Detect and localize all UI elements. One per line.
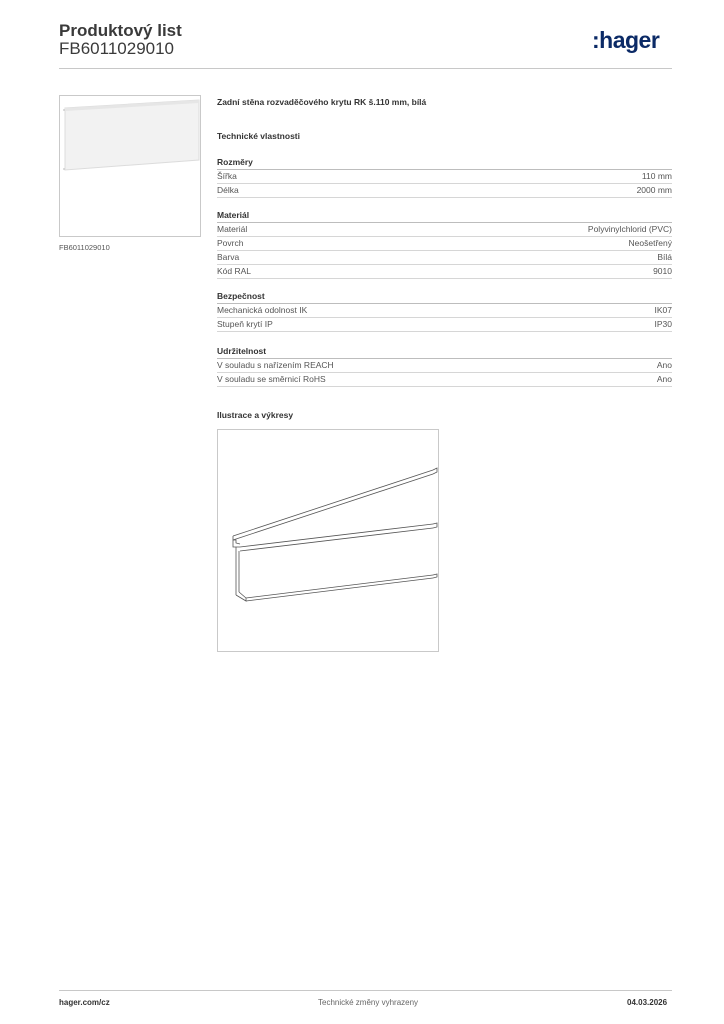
spec-label: Stupeň krytí IP	[217, 319, 273, 329]
page-title: Produktový list	[59, 21, 182, 40]
spec-label: V souladu se směrnicí RoHS	[217, 374, 326, 384]
section-title: Udržitelnost	[217, 346, 672, 359]
tech-heading: Technické vlastnosti	[217, 131, 300, 141]
spec-label: Povrch	[217, 238, 244, 248]
spec-label: Délka	[217, 185, 239, 195]
spec-value: IP30	[654, 319, 672, 329]
spec-row	[217, 237, 672, 251]
product-thumbnail	[59, 95, 201, 237]
spec-value: Polyvinylchlorid (PVC)	[587, 224, 672, 234]
footer-note: Technické změny vyhrazeny	[318, 998, 419, 1007]
section-title: Rozměry	[217, 157, 672, 170]
spec-row	[217, 223, 672, 237]
spec-label: Šířka	[217, 171, 237, 181]
spec-row	[217, 170, 672, 184]
drawing-box	[217, 429, 439, 652]
spec-label: Materiál	[217, 224, 248, 234]
spec-row	[217, 373, 672, 387]
spec-value: 110 mm	[641, 171, 672, 181]
footer-date: 04.03.2026	[627, 998, 668, 1007]
section-sustainability	[217, 346, 672, 387]
section-dimensions	[217, 157, 672, 198]
spec-value: IK07	[654, 305, 672, 315]
spec-label: Barva	[217, 252, 240, 262]
header-divider	[59, 68, 672, 69]
product-name: Zadní stěna rozvaděčového krytu RK š.110 mm, bílá	[217, 97, 427, 107]
thumbnail-caption: FB6011029010	[59, 243, 110, 252]
spec-value: Neošetřený	[628, 238, 672, 248]
spec-row	[217, 184, 672, 198]
illustrations-heading: Ilustrace a výkresy	[217, 410, 294, 420]
hager-logo: :hager	[592, 27, 660, 53]
section-title: Materiál	[217, 210, 672, 223]
panel-image	[60, 96, 200, 236]
spec-row	[217, 304, 672, 318]
spec-value: Bílá	[657, 252, 672, 262]
spec-row	[217, 318, 672, 332]
panel-drawing	[218, 430, 438, 651]
section-title: Bezpečnost	[217, 291, 672, 304]
spec-row	[217, 265, 672, 279]
spec-label: Kód RAL	[217, 266, 252, 276]
spec-row	[217, 251, 672, 265]
footer-website-link[interactable]: hager.com/cz	[59, 998, 110, 1007]
product-code: FB6011029010	[59, 39, 175, 58]
footer-divider	[59, 990, 672, 991]
spec-value: Ano	[656, 360, 672, 370]
spec-label: V souladu s nařízením REACH	[217, 360, 334, 370]
spec-value: 2000 mm	[636, 185, 672, 195]
section-safety	[217, 291, 672, 332]
spec-value: 9010	[653, 266, 672, 276]
spec-label: Mechanická odolnost IK	[217, 305, 308, 315]
spec-row	[217, 359, 672, 373]
section-material	[217, 210, 672, 279]
spec-value: Ano	[656, 374, 672, 384]
